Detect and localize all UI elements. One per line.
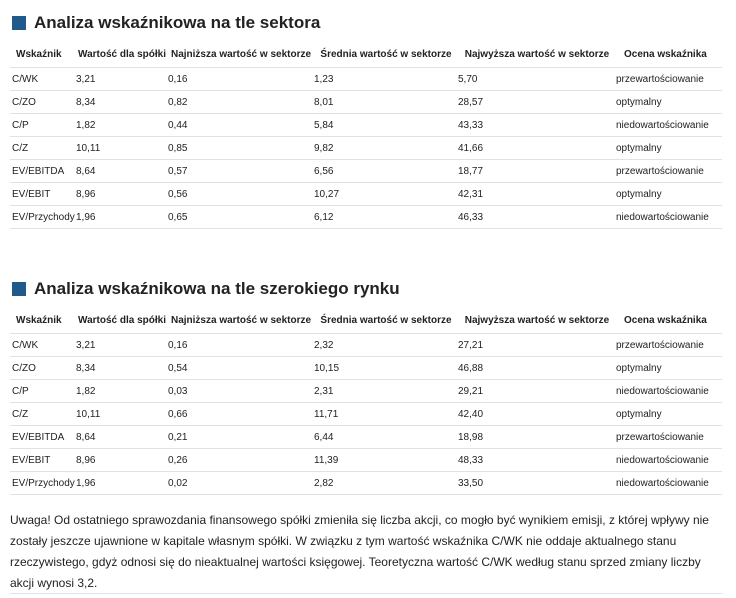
table-cell: 8,34 — [76, 91, 168, 114]
table-cell: 0,02 — [168, 472, 314, 495]
table-cell: 6,12 — [314, 206, 458, 229]
divider — [10, 593, 722, 594]
column-header: Najniższa wartość w sektorze — [170, 315, 312, 326]
table-row — [10, 380, 722, 403]
table-cell: 0,82 — [168, 91, 314, 114]
column-header: Wartość dla spółki — [78, 315, 166, 326]
table-cell: 1,23 — [314, 68, 458, 91]
table-cell: 0,26 — [168, 449, 314, 472]
table-cell: 8,96 — [76, 183, 168, 206]
column-header: Najwyższa wartość w sektorze — [464, 315, 610, 326]
table-cell: 0,85 — [168, 137, 314, 160]
market-analysis-section — [10, 276, 722, 495]
table-row — [10, 426, 722, 449]
market-analysis-heading — [10, 276, 722, 302]
table-cell: 0,57 — [168, 160, 314, 183]
table-row — [10, 91, 722, 114]
market-ratio-table — [10, 312, 722, 495]
table-cell: 5,70 — [458, 68, 616, 91]
table-cell: niedowartościowanie — [616, 472, 722, 495]
table-cell: 27,21 — [458, 334, 616, 357]
table-cell: niedowartościowanie — [616, 380, 722, 403]
column-header: Najniższa wartość w sektorze — [170, 49, 312, 60]
table-cell: 18,98 — [458, 426, 616, 449]
table-cell: 8,01 — [314, 91, 458, 114]
column-header: Najwyższa wartość w sektorze — [464, 49, 610, 60]
table-cell: 10,15 — [314, 357, 458, 380]
table-cell: 0,66 — [168, 403, 314, 426]
table-row — [10, 403, 722, 426]
column-header: Wartość dla spółki — [78, 49, 166, 60]
table-cell: 0,16 — [168, 334, 314, 357]
table-cell: 2,82 — [314, 472, 458, 495]
table-cell: EV/EBIT — [10, 183, 76, 206]
table-cell: C/Z — [10, 403, 76, 426]
table-cell: 3,21 — [76, 68, 168, 91]
table-row — [10, 137, 722, 160]
table-cell: 8,64 — [76, 426, 168, 449]
table-cell: 43,33 — [458, 114, 616, 137]
table-cell: 1,82 — [76, 380, 168, 403]
table-row — [10, 68, 722, 91]
table-cell: 48,33 — [458, 449, 616, 472]
table-cell: 9,82 — [314, 137, 458, 160]
sector-analysis-section — [10, 10, 722, 229]
table-row — [10, 472, 722, 495]
table-cell: optymalny — [616, 183, 722, 206]
table-cell: 2,31 — [314, 380, 458, 403]
table-cell: 8,96 — [76, 449, 168, 472]
table-cell: EV/EBIT — [10, 449, 76, 472]
column-header: Wskaźnik — [16, 315, 62, 326]
sector-ratio-table — [10, 46, 722, 229]
table-cell: 0,65 — [168, 206, 314, 229]
column-header: Średnia wartość w sektorze — [320, 49, 452, 60]
table-cell: 1,82 — [76, 114, 168, 137]
table-cell: 1,96 — [76, 472, 168, 495]
table-cell: 42,31 — [458, 183, 616, 206]
table-cell: C/WK — [10, 68, 76, 91]
table-cell: 0,21 — [168, 426, 314, 449]
table-row — [10, 206, 722, 229]
table-row — [10, 114, 722, 137]
table-cell: niedowartościowanie — [616, 114, 722, 137]
table-cell: 0,44 — [168, 114, 314, 137]
table-cell: niedowartościowanie — [616, 206, 722, 229]
table-cell: C/P — [10, 114, 76, 137]
table-cell: 46,33 — [458, 206, 616, 229]
section-square-icon — [12, 282, 26, 296]
table-cell: optymalny — [616, 137, 722, 160]
table-header-row — [10, 312, 722, 334]
sector-analysis-heading — [10, 10, 722, 36]
table-cell: EV/Przychody — [10, 206, 76, 229]
table-cell: C/Z — [10, 137, 76, 160]
table-cell: EV/Przychody — [10, 472, 76, 495]
table-row — [10, 334, 722, 357]
table-cell: 18,77 — [458, 160, 616, 183]
table-cell: 10,11 — [76, 137, 168, 160]
table-cell: przewartościowanie — [616, 68, 722, 91]
table-cell: 8,64 — [76, 160, 168, 183]
table-cell: EV/EBITDA — [10, 160, 76, 183]
column-header: Ocena wskaźnika — [624, 49, 707, 60]
table-cell: 10,11 — [76, 403, 168, 426]
table-row — [10, 183, 722, 206]
table-cell: optymalny — [616, 357, 722, 380]
table-cell: C/WK — [10, 334, 76, 357]
table-cell: 8,34 — [76, 357, 168, 380]
table-cell: C/ZO — [10, 357, 76, 380]
table-cell: 11,39 — [314, 449, 458, 472]
column-header: Ocena wskaźnika — [624, 315, 707, 326]
table-row — [10, 160, 722, 183]
table-cell: 6,56 — [314, 160, 458, 183]
section-title: Analiza wskaźnikowa na tle szerokiego rynku — [34, 279, 400, 298]
table-cell: 5,84 — [314, 114, 458, 137]
table-row — [10, 449, 722, 472]
table-cell: 46,88 — [458, 357, 616, 380]
table-cell: przewartościowanie — [616, 160, 722, 183]
table-cell: 1,96 — [76, 206, 168, 229]
table-cell: 3,21 — [76, 334, 168, 357]
share-count-warning-note: Uwaga! Od ostatniego sprawozdania finansowego spółki zmieniła się liczba akcji, co mogło być wynikiem emisji, z której wpływy nie zostały jeszcze ujawnione w kapitale własnym spółki. W związku z tym wartość wskaźnika C/WK nie oddaje aktualnego stanu rzeczywistego, gdyż odnosi się do nieaktualnej wartości księgowej. Teoretyczna wartość C/WK według stanu sprzed zmiany liczby akcji wynosi 3,2. — [10, 513, 709, 590]
table-cell: C/ZO — [10, 91, 76, 114]
table-cell: niedowartościowanie — [616, 449, 722, 472]
table-cell: przewartościowanie — [616, 334, 722, 357]
column-header: Wskaźnik — [16, 49, 62, 60]
table-cell: 6,44 — [314, 426, 458, 449]
table-header-row — [10, 46, 722, 68]
table-row — [10, 357, 722, 380]
table-cell: 33,50 — [458, 472, 616, 495]
table-cell: EV/EBITDA — [10, 426, 76, 449]
section-square-icon — [12, 16, 26, 30]
table-cell: 10,27 — [314, 183, 458, 206]
table-cell: optymalny — [616, 91, 722, 114]
table-cell: 29,21 — [458, 380, 616, 403]
section-title: Analiza wskaźnikowa na tle sektora — [34, 13, 321, 32]
table-cell: 42,40 — [458, 403, 616, 426]
table-cell: 2,32 — [314, 334, 458, 357]
table-cell: 0,56 — [168, 183, 314, 206]
table-cell: 0,16 — [168, 68, 314, 91]
table-cell: 28,57 — [458, 91, 616, 114]
table-cell: 41,66 — [458, 137, 616, 160]
table-cell: 11,71 — [314, 403, 458, 426]
table-cell: C/P — [10, 380, 76, 403]
table-cell: optymalny — [616, 403, 722, 426]
column-header: Średnia wartość w sektorze — [320, 315, 452, 326]
table-cell: przewartościowanie — [616, 426, 722, 449]
table-cell: 0,54 — [168, 357, 314, 380]
table-cell: 0,03 — [168, 380, 314, 403]
